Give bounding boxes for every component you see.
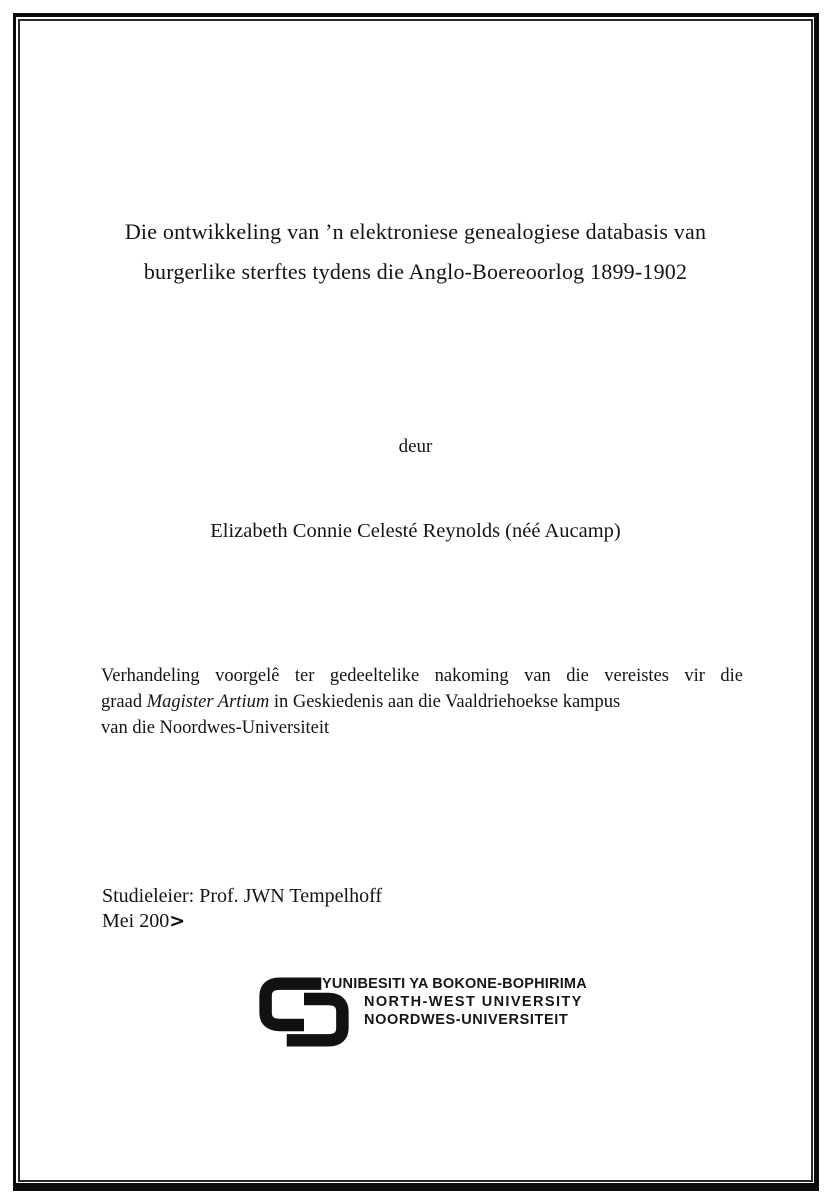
thesis-title-line1: Die ontwikkeling van ’n elektroniese genealogiese databasis van bbox=[124, 219, 707, 244]
supervisor-line: Studieleier: Prof. JWN Tempelhoff bbox=[102, 885, 383, 907]
logo-text-setswana: YUNIBESITI YA BOKONE-BOPHIRIMA bbox=[322, 976, 587, 992]
degree-statement-line2-pre: graad bbox=[101, 692, 147, 712]
degree-statement-line2 bbox=[101, 689, 743, 715]
date-final-digit: > bbox=[169, 910, 185, 932]
author-name: Elizabeth Connie Celesté Reynolds (néé Aucamp) bbox=[210, 520, 621, 542]
degree-statement bbox=[101, 663, 743, 741]
degree-statement-line1: Verhandeling voorgelê ter gedeeltelike nakoming van die vereistes vir die bbox=[101, 666, 743, 686]
date-line bbox=[102, 909, 382, 934]
thesis-title-line2: burgerlike sterftes tydens die Anglo-Boereoorlog 1899-1902 bbox=[143, 259, 688, 284]
supervisor-block bbox=[102, 884, 382, 934]
logo-text-english: NORTH-WEST UNIVERSITY bbox=[364, 994, 583, 1010]
degree-statement-line2-post: in Geskiedenis aan die Vaaldriehoekse kampus bbox=[269, 692, 621, 712]
degree-statement-line3: van die Noordwes-Universiteit bbox=[101, 718, 330, 738]
logo-text-afrikaans: NOORDWES-UNIVERSITEIT bbox=[364, 1012, 569, 1028]
thesis-title bbox=[60, 212, 771, 292]
byline: deur bbox=[398, 436, 433, 457]
date-text: Mei 200 bbox=[102, 910, 170, 932]
degree-name-italic: Magister Artium bbox=[146, 692, 270, 712]
